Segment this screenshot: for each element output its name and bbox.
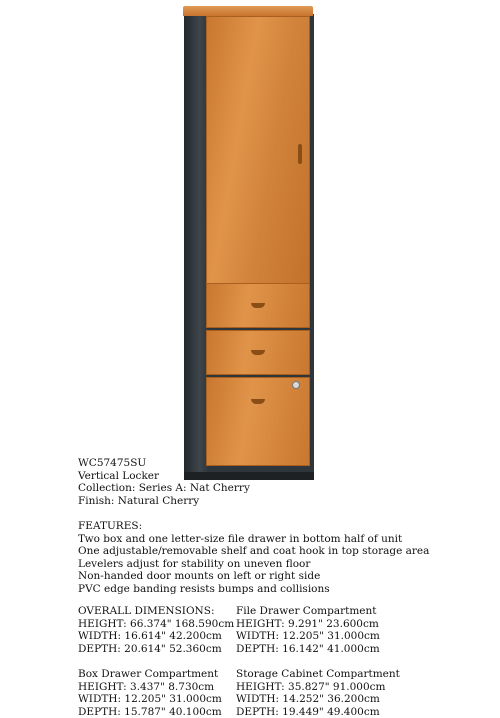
cabinet-top (183, 6, 313, 16)
drawer-pull-icon (251, 399, 265, 404)
feature-item: Two box and one letter-size file drawer in bottom half of unit (78, 533, 429, 546)
feature-item: Non-handed door mounts on left or right side (78, 570, 429, 583)
overall-dimensions (78, 605, 234, 655)
drawer-pull-icon (251, 350, 265, 355)
box-drawer-width: WIDTH: 12.205" 31.000cm (78, 693, 222, 706)
box-drawer-dimensions (78, 668, 222, 718)
features-heading: FEATURES: (78, 520, 429, 533)
file-drawer-width: WIDTH: 12.205" 31.000cm (236, 630, 380, 643)
overall-width: WIDTH: 16.614" 42.200cm (78, 630, 234, 643)
storage-cabinet-depth: DEPTH: 19.449" 49.400cm (236, 706, 400, 718)
vertical-locker-image (181, 6, 318, 482)
box-drawer-depth: DEPTH: 15.787" 40.100cm (78, 706, 222, 718)
door-handle-icon (298, 144, 302, 164)
product-name: Vertical Locker (78, 470, 250, 483)
features-section (78, 520, 429, 595)
model-number: WC57475SU (78, 457, 250, 470)
cabinet-door (206, 16, 310, 284)
finish: Finish: Natural Cherry (78, 495, 250, 508)
storage-cabinet-heading: Storage Cabinet Compartment (236, 668, 400, 681)
storage-cabinet-width: WIDTH: 14.252" 36.200cm (236, 693, 400, 706)
file-drawer-depth: DEPTH: 16.142" 41.000cm (236, 643, 380, 656)
box-drawer-top (206, 283, 310, 328)
file-drawer-heading: File Drawer Compartment (236, 605, 380, 618)
overall-height: HEIGHT: 66.374" 168.590cm (78, 618, 234, 631)
collection: Collection: Series A: Nat Cherry (78, 482, 250, 495)
box-drawer-heading: Box Drawer Compartment (78, 668, 222, 681)
overall-heading: OVERALL DIMENSIONS: (78, 605, 234, 618)
overall-depth: DEPTH: 20.614" 52.360cm (78, 643, 234, 656)
storage-cabinet-height: HEIGHT: 35.827" 91.000cm (236, 681, 400, 694)
file-drawer (206, 377, 310, 466)
file-drawer-dimensions (236, 605, 380, 655)
product-info (78, 457, 250, 507)
file-drawer-height: HEIGHT: 9.291" 23.600cm (236, 618, 380, 631)
feature-item: PVC edge banding resists bumps and collisions (78, 583, 429, 596)
box-drawer-bottom (206, 330, 310, 375)
feature-item: Levelers adjust for stability on uneven floor (78, 558, 429, 571)
box-drawer-height: HEIGHT: 3.437" 8.730cm (78, 681, 222, 694)
lock-icon (292, 381, 300, 389)
drawer-pull-icon (251, 303, 265, 308)
storage-cabinet-dimensions (236, 668, 400, 718)
feature-item: One adjustable/removable shelf and coat hook in top storage area (78, 545, 429, 558)
